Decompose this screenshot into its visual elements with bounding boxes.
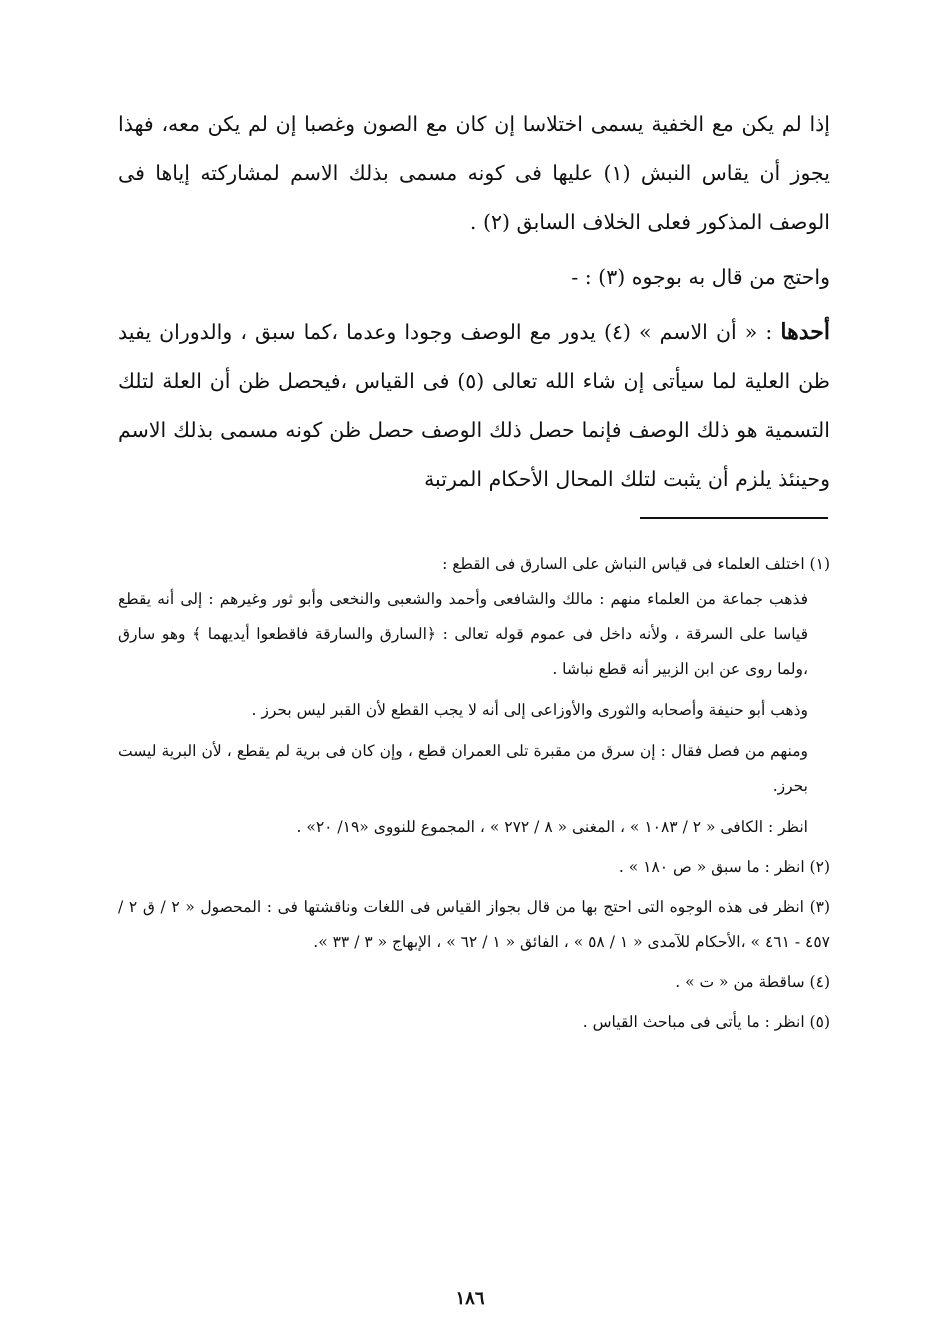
footnotes bbox=[118, 547, 830, 1040]
main-paragraph-1: إذا لم يكن مع الخفية يسمى اختلاسا إن كان مع الصون وغصبا إن لم يكن معه، فهذا يجوز أن يقاس النبش (١) عليها فى كونه مسمى بذلك الاسم لمشاركته إياها فى الوصف المذكور فعلى الخلاف السابق (٢) . bbox=[118, 112, 830, 234]
footnote-1-title: (١) اختلف العلماء فى قياس النباش على السارق فى القطع : bbox=[442, 555, 830, 573]
main-text bbox=[118, 100, 830, 504]
footnote-3: (٣) انظر فى هذه الوجوه التى احتج بها من قال بجواز القياس فى اللغات وناقشتها فى : المحصول « ٢ / ق ٢ / ٤٥٧ - ٤٦١ » ،الأحكام للآمدى « ١ / ٥٨ » ، الفائق « ١ / ٦٢ » ، الإبهاج « ٣ / ٣٣ ». bbox=[118, 898, 831, 951]
footnote-separator bbox=[640, 517, 828, 519]
footnote-2: (٢) انظر : ما سبق « ص ١٨٠ » . bbox=[618, 858, 830, 876]
footnote-1-paragraph-1: فذهب جماعة من العلماء منهم : مالك والشافعى وأحمد والشعبى والنخعى وأبو ثور وغيرهم : إلى أنه يقطع قياسا على السرقة ، ولأنه داخل فى عموم قوله تعالى : ﴿السارق والسارقة فاقطعوا أيديهما ﴾ وهو سارق ،ولما روى عن ابن الزبير أنه قطع نباشا . bbox=[118, 590, 808, 678]
footnote-1-references: انظر : الكافى « ٢ / ١٠٨٣ » ، المغنى « ٨ / ٢٧٢ » ، المجموع للنووى «١٩/ ٢٠» . bbox=[296, 818, 808, 836]
page-number: ١٨٦ bbox=[455, 1288, 485, 1309]
footnote-1-paragraph-2: وذهب أبو حنيفة وأصحابه والثورى والأوزاعى إلى أنه لا يجب القطع لأن القبر ليس بحرز . bbox=[251, 701, 808, 719]
main-paragraph-3 bbox=[118, 308, 830, 504]
main-paragraph-3-body: : « أن الاسم » (٤) يدور مع الوصف وجودا وعدما ،كما سبق ، والدوران يفيد ظن العلية لما سيأتى إن شاء الله تعالى (٥) فى القياس ،فيحصل ظن أن العلة لتلك التسمية هو ذلك الوصف فإنما حصل ذلك الوصف حصل ظن كونه مسمى بذلك الاسم وحينئذ يلزم أن يثبت لتلك المحال الأحكام المرتبة bbox=[118, 320, 830, 491]
footnote-4: (٤) ساقطة من « ت » . bbox=[675, 973, 830, 991]
main-paragraph-2: واحتج من قال به بوجوه (٣) : - bbox=[571, 265, 830, 289]
paragraph-lead-word: أحدها bbox=[780, 319, 830, 345]
footnote-5: (٥) انظر : ما يأتى فى مباحث القياس . bbox=[582, 1013, 830, 1031]
footnote-1-paragraph-3: ومنهم من فصل فقال : إن سرق من مقبرة تلى العمران قطع ، وإن كان فى برية لم يقطع ، لأن البرية ليست بحرز. bbox=[118, 742, 808, 795]
